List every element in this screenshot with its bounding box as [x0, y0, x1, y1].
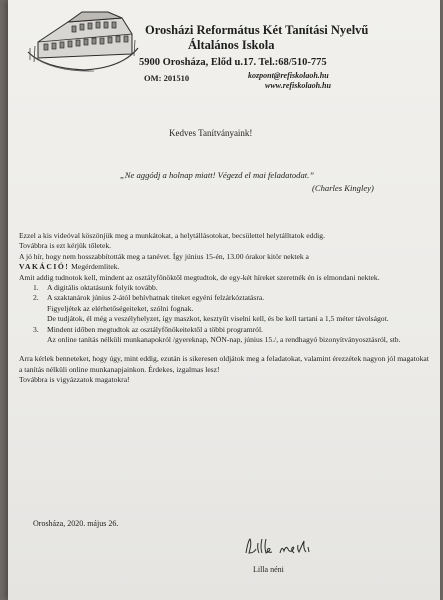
list-number: 3.	[33, 324, 39, 334]
list-item-text: A szaktanárok június 2-ától behívhatnak titeket egyéni felzárkóztatásra.	[47, 293, 265, 303]
list-item	[19, 325, 429, 346]
list-item-text: Mindent időben megtudtok az osztályfőnökeitektől a többi programról.	[47, 324, 263, 334]
om-identifier: OM: 201510	[144, 73, 190, 83]
list-number: 1.	[33, 283, 39, 293]
quote: „Ne aggódj a holnap miatt! Végezd el mai feladatodat.”	[120, 170, 315, 180]
paragraph: Továbbra is ezt kérjük tőletek.	[19, 241, 112, 251]
vacation-word: VAKÁCIÓ!	[19, 262, 70, 272]
school-website: www.refiskolaoh.hu	[265, 81, 331, 90]
paragraph: Továbbra is vigyázzatok magatokra!	[19, 375, 130, 385]
letter-date: Orosháza, 2020. május 26.	[33, 519, 119, 528]
paragraph-text: Megérdemlitek.	[69, 262, 120, 272]
list-subtext: De tudjátok, él még a veszélyhelyzet, így maszkot, kesztyűt viselni kell, és be kell tartani a 1,5 méter távolságot.	[47, 314, 389, 324]
news-list	[19, 283, 429, 345]
list-item	[19, 283, 429, 293]
quote-author: (Charles Kingley)	[312, 183, 374, 193]
school-name-line1: Orosházi Református Két Tanítási Nyelvű	[145, 23, 369, 37]
salutation: Kedves Tanítványaink!	[169, 128, 253, 138]
school-address: 5900 Orosháza, Előd u.17. Tel.:68/510-775	[139, 57, 327, 68]
list-number: 2.	[33, 293, 39, 303]
handwritten-signature	[240, 535, 320, 559]
paragraph: Amit addig tudnotok kell, mindent az osztályfőnöktől megtudtok, de egy-két híreket szeretnék én is elmondani nektek.	[19, 272, 380, 282]
paragraph: Ezzel a kis videóval köszönjük meg a munkátokat, a helytállásotokat, becsülettel helytálltatok eddig.	[19, 231, 325, 240]
paragraph	[19, 252, 429, 273]
paragraph: Arra kérlek benneteket, hogy úgy, mint eddig, ezután is sikeresen oldjátok meg a feladatokat, valamint érezzétek nagyon jól magatokat a tanítás nélküli online munkanapjainkon. Érdekes, izgalmas lesz!	[19, 354, 429, 374]
paragraph-text: A jó hír, hogy nem hosszabbították meg a tanévet. Így június 15-én, 13.00 órakor kitör nektek a	[19, 251, 309, 261]
school-email: kozpont@refiskolaoh.hu	[248, 71, 329, 80]
school-name-line2: Általános Iskola	[188, 38, 275, 52]
letter-body	[19, 231, 429, 386]
list-item	[19, 293, 429, 324]
list-subtext: Figyeljétek az elérhetőségeiteket, szólni fognak.	[47, 303, 194, 313]
list-subtext: Az online tanítás nélküli munkanapokról /gyereknap, NÖN-nap, június 15./, a rendhagyó bizonyítványosztásról, stb.	[47, 335, 401, 345]
signer-name: Lilla néni	[253, 565, 284, 574]
letter-page	[8, 0, 440, 600]
list-item-text: A digitális oktatásunk folyik tovább.	[47, 283, 158, 293]
school-building-logo	[24, 8, 142, 74]
